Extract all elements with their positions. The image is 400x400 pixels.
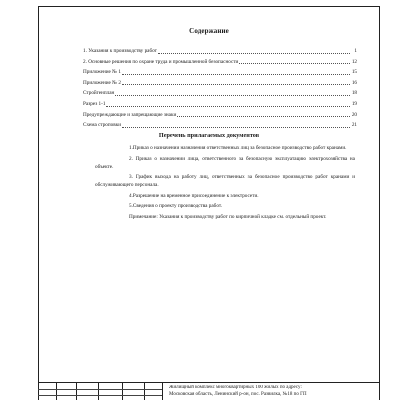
document-item: 4.Разрешение на временное присоединение к электросети. [129, 192, 259, 199]
toc-entry [83, 97, 357, 108]
toc-entry [83, 76, 357, 87]
stamp-grid-line [38, 389, 162, 390]
toc-entry [83, 65, 357, 76]
toc-entry [83, 44, 357, 55]
toc-leader-dots [177, 116, 350, 117]
toc-leader-dots [158, 53, 350, 54]
toc-entry-text: Стройгенплан [83, 90, 115, 97]
stamp-grid [38, 383, 162, 400]
toc-entry [83, 118, 357, 129]
toc-entry-text: 2. Основные решения по охране труда и промышленной безопасности [83, 58, 239, 65]
document-item: 1.Приказ о назначении назначения ответственных лиц за безопасное производство работ кранами. [129, 145, 347, 151]
stamp-grid-line [38, 395, 162, 396]
stamp-title-line: Жилищный комплекс многоквартирных 100 жилых по адресу: [169, 385, 302, 390]
stamp-grid-line [76, 383, 77, 400]
documents-list [95, 144, 355, 224]
toc-entry-page: 19 [351, 100, 357, 107]
stamp-grid-line [122, 383, 123, 400]
stamp-project-title [169, 385, 376, 398]
toc-entry-page: 21 [351, 122, 357, 129]
toc-entry [83, 86, 357, 97]
toc-entry-page: 15 [351, 69, 357, 76]
toc-entry-text: Разрез 1-1 [83, 100, 106, 107]
stamp-grid-line [98, 383, 99, 400]
documents-title: Перечень прилагаемых документов [158, 132, 260, 139]
toc-leader-dots [122, 127, 350, 128]
toc-entry [83, 55, 357, 66]
toc-leader-dots [106, 106, 350, 107]
toc-entry-text: Схема строповки [83, 122, 122, 129]
toc-leader-dots [239, 63, 350, 64]
toc-entry-text: Приложение № 2 [83, 79, 121, 86]
document-note: Примечание: Указания к производству работ по кирпичной кладке см. отдельный проект. [129, 213, 327, 220]
document-item: 5.Сведения о проекту производства работ. [129, 203, 223, 210]
toc-entry [83, 108, 357, 119]
toc-entry-page: 18 [351, 90, 357, 97]
title-block-stamp [38, 382, 380, 400]
toc-leader-dots [122, 74, 350, 75]
stamp-grid-line [38, 383, 39, 400]
toc-entry-page: 16 [351, 79, 357, 86]
toc-entry-text: Предупреждающие и запрещающие знаки [83, 111, 177, 118]
toc-title: Содержание [189, 27, 229, 35]
document-item: 3. График выхода на работу лиц, ответственных за безопасное производство работ кранами и обслуживающего персонала. [95, 174, 355, 189]
stamp-grid-line [144, 383, 145, 400]
stamp-grid-line [56, 383, 57, 400]
toc-leader-dots [122, 84, 350, 85]
stamp-title-line: Московская область, Ленинский р-он, пос. Развилка, №18 по ГП [169, 391, 307, 397]
toc-entry-text: 1. Указания к производству работ [83, 48, 157, 54]
document-item: 2. Приказ о назначении лица, ответственного за безопасную эксплуатацию электрохозяйства на объекте. [95, 155, 355, 170]
document-sheet [38, 6, 380, 400]
toc-leader-dots [115, 95, 350, 96]
toc-entry-page: 1 [354, 48, 357, 54]
toc-entry-page: 12 [351, 58, 357, 65]
stamp-divider [162, 383, 163, 400]
toc-entry-page: 20 [351, 111, 357, 118]
toc-entry-text: Приложение № 1 [83, 69, 121, 76]
table-of-contents [83, 44, 357, 129]
